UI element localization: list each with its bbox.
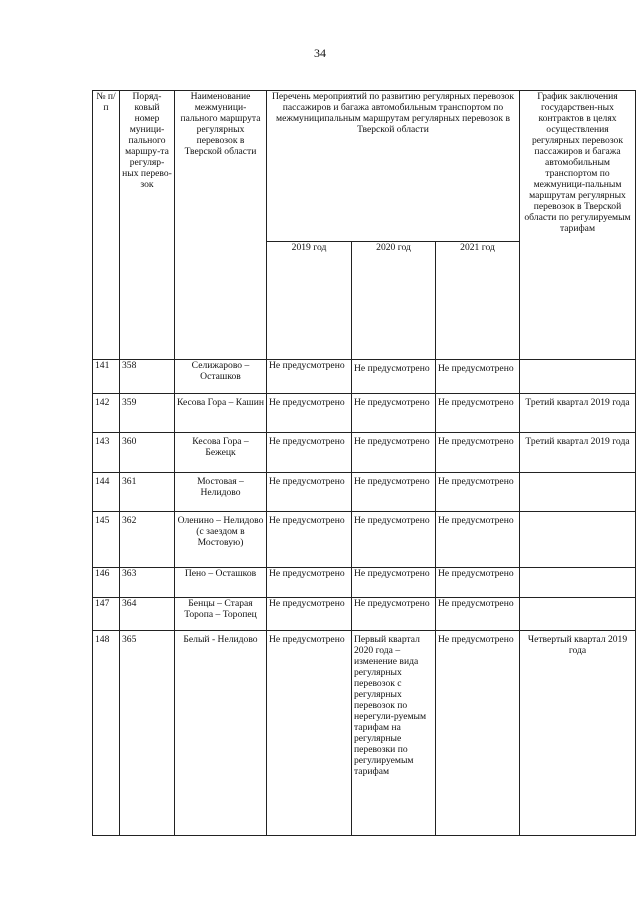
row-reg: 362 — [120, 512, 175, 568]
row-2021: Не предусмотрено — [436, 433, 520, 473]
row-reg: 359 — [120, 394, 175, 433]
row-route: Мостовая – Нелидово — [175, 473, 267, 512]
row-2019: Не предусмотрено — [267, 598, 352, 631]
row-2021: Не предусмотрено — [436, 568, 520, 598]
header-num: № п/п — [93, 91, 120, 360]
header-route-name: Наименование межмуници-пального маршрута регулярных перевозок в Тверской области — [175, 91, 267, 360]
row-route: Оленино – Нелидово (с заездом в Мостовую) — [175, 512, 267, 568]
row-2021: Не предусмотрено — [436, 512, 520, 568]
header-year-2021: 2021 год — [436, 242, 520, 360]
table-row — [93, 360, 636, 394]
row-reg: 364 — [120, 598, 175, 631]
row-schedule — [520, 568, 636, 598]
table-row — [93, 473, 636, 512]
row-2020: Не предусмотрено — [352, 568, 436, 598]
table-row — [93, 568, 636, 598]
table-row — [93, 512, 636, 568]
row-num: 143 — [93, 433, 120, 473]
row-2020: Не предусмотрено — [352, 473, 436, 512]
row-num: 147 — [93, 598, 120, 631]
row-2019: Не предусмотрено — [267, 568, 352, 598]
row-schedule: Третий квартал 2019 года — [520, 394, 636, 433]
header-reg-number: Поряд-ковый номер муници-пального маршру-та регуляр-ных перево-зок — [120, 91, 175, 360]
row-2019: Не предусмотрено — [267, 394, 352, 433]
row-reg: 363 — [120, 568, 175, 598]
row-reg: 365 — [120, 631, 175, 836]
row-2021: Не предусмотрено — [436, 360, 520, 394]
row-reg: 358 — [120, 360, 175, 394]
row-schedule — [520, 598, 636, 631]
row-2021: Не предусмотрено — [436, 631, 520, 836]
row-2020: Не предусмотрено — [352, 512, 436, 568]
row-schedule: Четвертый квартал 2019 года — [520, 631, 636, 836]
row-route: Селижарово – Осташков — [175, 360, 267, 394]
row-route: Пено – Осташков — [175, 568, 267, 598]
row-schedule — [520, 360, 636, 394]
row-2021: Не предусмотрено — [436, 394, 520, 433]
row-2020: Не предусмотрено — [352, 598, 436, 631]
row-2019: Не предусмотрено — [267, 631, 352, 836]
row-2019: Не предусмотрено — [267, 473, 352, 512]
table-row — [93, 598, 636, 631]
header-year-2019: 2019 год — [267, 242, 352, 360]
row-reg: 360 — [120, 433, 175, 473]
page-number: 34 — [314, 46, 326, 60]
row-2019: Не предусмотрено — [267, 433, 352, 473]
row-2021: Не предусмотрено — [436, 473, 520, 512]
row-route: Белый - Нелидово — [175, 631, 267, 836]
row-num: 148 — [93, 631, 120, 836]
row-schedule: Третий квартал 2019 года — [520, 433, 636, 473]
row-2019: Не предусмотрено — [267, 360, 352, 394]
row-2020: Не предусмотрено — [352, 360, 436, 394]
row-num: 145 — [93, 512, 120, 568]
header-measures: Перечень мероприятий по развитию регулярных перевозок пассажиров и багажа автомобильным транспортом по межмуниципальным маршрутам регулярных перевозок в Тверской области — [267, 91, 520, 242]
row-route: Бенцы – Старая Торопа – Торопец — [175, 598, 267, 631]
row-2019: Не предусмотрено — [267, 512, 352, 568]
header-schedule: График заключения государствен-ных контрактов в целях осуществления регулярных перевозок пассажиров и багажа автомобильным транспортом по межмуници-пальным маршрутам регулярных перевозок в Тверской области по регулируемым тарифам — [520, 91, 636, 360]
row-num: 142 — [93, 394, 120, 433]
row-2020: Не предусмотрено — [352, 433, 436, 473]
row-2020: Первый квартал 2020 года – изменение вида регулярных перевозок с регулярных перевозок по нерегули-руемым тарифам на регулярные перевозки по регулируемым тарифам — [352, 631, 436, 836]
header-row — [93, 91, 636, 242]
routes-table — [92, 90, 636, 836]
row-reg: 361 — [120, 473, 175, 512]
header-year-2020: 2020 год — [352, 242, 436, 360]
table-row — [93, 631, 636, 836]
table-row — [93, 394, 636, 433]
row-num: 146 — [93, 568, 120, 598]
row-2021: Не предусмотрено — [436, 598, 520, 631]
row-route: Кесова Гора – Бежецк — [175, 433, 267, 473]
row-route: Кесова Гора – Кашин — [175, 394, 267, 433]
row-num: 141 — [93, 360, 120, 394]
row-schedule — [520, 512, 636, 568]
row-2020: Не предусмотрено — [352, 394, 436, 433]
row-num: 144 — [93, 473, 120, 512]
table-row — [93, 433, 636, 473]
row-schedule — [520, 473, 636, 512]
